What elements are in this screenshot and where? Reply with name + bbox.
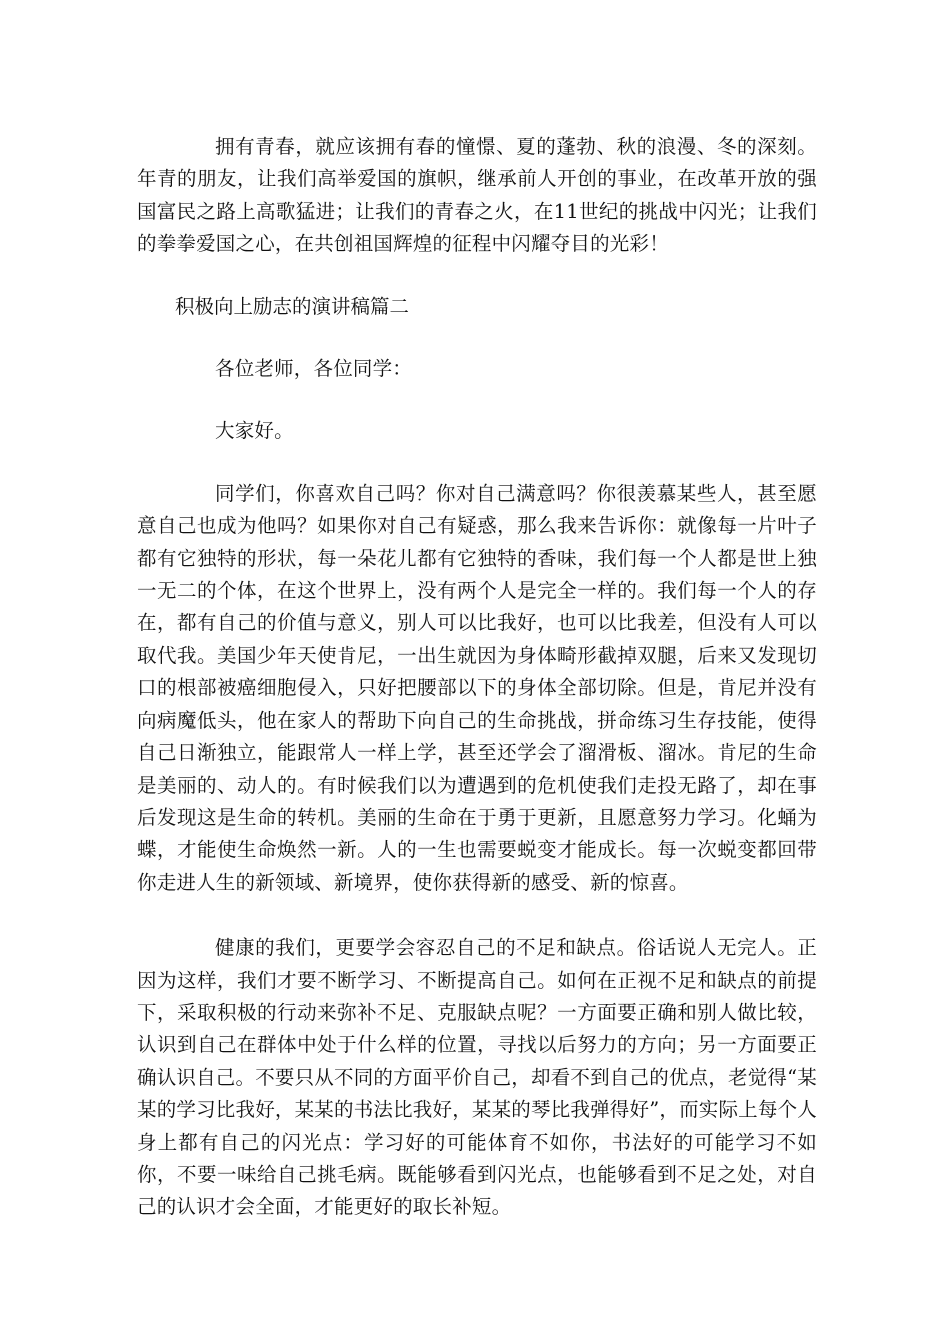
spacer bbox=[137, 385, 817, 415]
spacer bbox=[137, 899, 817, 932]
greeting-line: 各位老师，各位同学： bbox=[215, 357, 413, 381]
spacer bbox=[137, 323, 817, 353]
paragraph-shortcomings: 健康的我们，更要学会容忍自己的不足和缺点。俗话说人无完人。正因为这样，我们才要不断学习、不断提高自己。如何在正视不足和缺点的前提下，采取积极的行动来弥补不足、克服缺点呢？一方面要正确和别人做比较，认识到自己在群体中处于什么样的位置，寻找以后努力的方向；另一方面要正确认识自己。不要只从不同的方面平价自己，却看不到自己的优点，老觉得“某某的学习比我好，某某的书法比我好，某某的琴比我弹得好”，而实际上每个人身上都有自己的闪光点：学习好的可能体育不如你，书法好的可能学习不如你，不要一味给自己挑毛病。既能够看到闪光点，也能够看到不足之处，对自己的认识才会全面，才能更好的取长补短。 bbox=[137, 936, 817, 1219]
paragraph-self-worth: 同学们，你喜欢自己吗？你对自己满意吗？你很羡慕某些人，甚至愿意自己也成为他吗？如果你对自己有疑惑，那么我来告诉你：就像每一片叶子都有它独特的形状，每一朵花儿都有它独特的香味，我们每一个人都是世上独一无二的个体，在这个世界上，没有两个人是完全一样的。我们每一个人的存在，都有自己的价值与意义，别人可以比我好，也可以比我差，但没有人可以取代我。美国少年天使肯尼，一出生就因为身体畸形截掉双腿，后来又发现切口的根部被癌细胞侵入，只好把腰部以下的身体全部切除。但是，肯尼并没有向病魔低头，他在家人的帮助下向自己的生命挑战，拼命练习生存技能，使得自己日渐独立，能跟常人一样上学，甚至还学会了溜滑板、溜冰。肯尼的生命是美丽的、动人的。有时候我们以为遭遇到的危机使我们走投无路了，却在事后发现这是生命的转机。美丽的生命在于勇于更新，且愿意努力学习。化蛹为蝶，才能使生命焕然一新。人的一生也需要蜕变才能成长。每一次蜕变都回带你走进人生的新领域、新境界，使你获得新的感受、新的惊喜。 bbox=[137, 481, 817, 894]
spacer bbox=[137, 261, 817, 291]
paragraph-youth: 拥有青春，就应该拥有春的憧憬、夏的蓬勃、秋的浪漫、冬的深刻。年青的朋友，让我们高举爱国的旗帜，继承前人开创的事业，在改革开放的强国富民之路上高歌猛进；让我们的青春之火，在11世纪的挑战中闪光；让我们的拳拳爱国之心，在共创祖国辉煌的征程中闪耀夺目的光彩！ bbox=[137, 135, 817, 256]
hello-line: 大家好。 bbox=[215, 419, 294, 443]
section-heading: 积极向上励志的演讲稿篇二 bbox=[175, 294, 410, 318]
document-body bbox=[137, 131, 817, 1224]
spacer bbox=[137, 448, 817, 478]
